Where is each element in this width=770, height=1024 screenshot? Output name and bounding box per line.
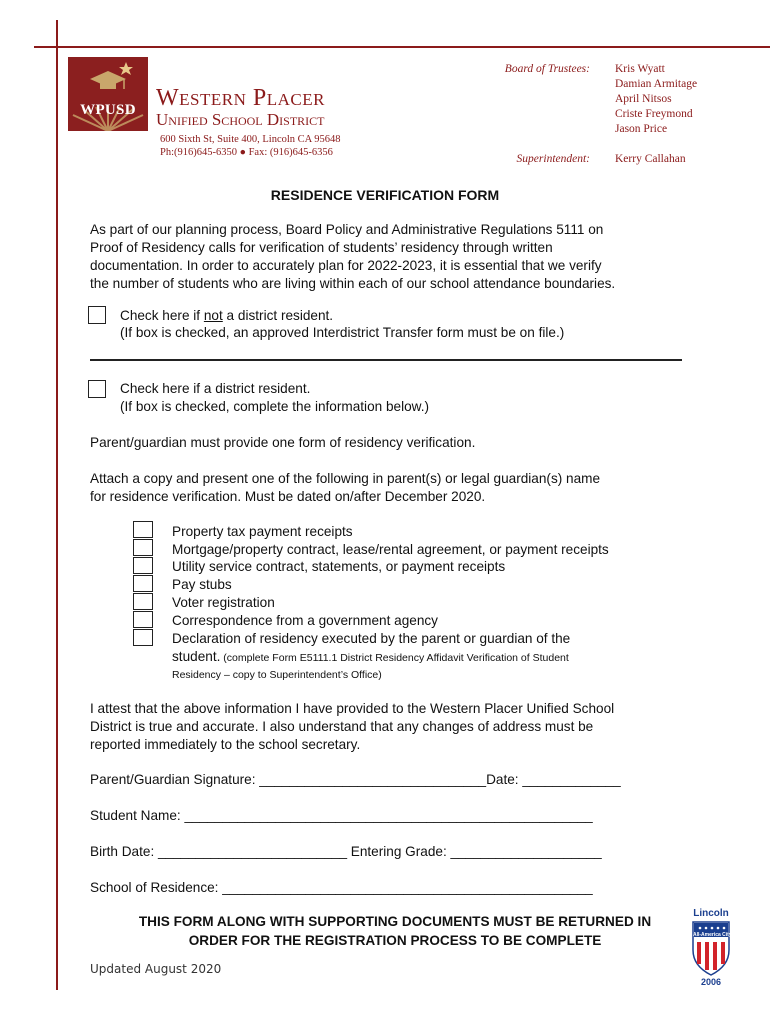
district-name: Western Placer bbox=[156, 85, 325, 111]
badge-middle-text: All-America City bbox=[693, 932, 732, 938]
not-resident-label: Check here if not a district resident. bbox=[120, 308, 334, 323]
option-checkbox-pay-stubs[interactable] bbox=[133, 575, 153, 592]
option-label: Voter registration bbox=[172, 595, 275, 610]
attest-line: I attest that the above information I have provided to the Western Placer Unified School bbox=[90, 701, 615, 716]
attach-instruction: for residence verification. Must be dated on/after December 2020. bbox=[90, 489, 486, 504]
resident-checkbox[interactable] bbox=[88, 380, 106, 398]
option-checkbox-utility[interactable] bbox=[133, 557, 153, 574]
option-checkbox-voter-registration[interactable] bbox=[133, 593, 153, 610]
not-resident-checkbox[interactable] bbox=[88, 306, 106, 324]
option-label: Correspondence from a government agency bbox=[172, 613, 438, 628]
district-subname: Unified School District bbox=[156, 110, 325, 129]
birth-date-grade-field[interactable]: Birth Date: _________________________ Entering Grade: ____________________ bbox=[90, 844, 602, 859]
letterhead-left-rule bbox=[56, 20, 58, 990]
resident-note: (If box is checked, complete the information below.) bbox=[120, 399, 430, 414]
signature-date-field[interactable]: Parent/Guardian Signature: ______________________________Date: _____________ bbox=[90, 772, 621, 787]
form-title: RESIDENCE VERIFICATION FORM bbox=[270, 187, 500, 203]
letterhead-top-rule bbox=[34, 46, 770, 48]
option-checkbox-property-tax[interactable] bbox=[133, 521, 153, 538]
badge-year: 2006 bbox=[700, 977, 722, 987]
trustee-name: Jason Price bbox=[615, 123, 668, 135]
trustee-name: Criste Freymond bbox=[615, 108, 693, 120]
option-label: Pay stubs bbox=[172, 577, 232, 592]
option-label: Property tax payment receipts bbox=[172, 524, 353, 539]
all-america-city-badge bbox=[691, 920, 731, 976]
closing-notice: ORDER FOR THE REGISTRATION PROCESS TO BE COMPLETE bbox=[188, 933, 602, 948]
declaration-note: Residency – copy to Superintendent’s Office) bbox=[172, 669, 382, 681]
superintendent-label: Superintendent: bbox=[516, 153, 590, 165]
section-divider bbox=[90, 359, 682, 361]
closing-notice: THIS FORM ALONG WITH SUPPORTING DOCUMENTS MUST BE RETURNED IN bbox=[138, 914, 652, 929]
intro-line: As part of our planning process, Board Policy and Administrative Regulations 5111 on bbox=[90, 222, 604, 237]
district-phone-fax: Ph:(916)645-6350 ● Fax: (916)645-6356 bbox=[160, 147, 333, 158]
logo-text: WPUSD bbox=[80, 102, 136, 118]
option-checkbox-mortgage[interactable] bbox=[133, 539, 153, 556]
board-of-trustees-label: Board of Trustees: bbox=[504, 63, 590, 75]
option-checkbox-declaration[interactable] bbox=[133, 629, 153, 646]
trustee-name: April Nitsos bbox=[615, 93, 672, 105]
superintendent-name: Kerry Callahan bbox=[615, 153, 686, 165]
not-emphasis: not bbox=[203, 308, 223, 323]
attest-line: reported immediately to the school secretary. bbox=[90, 737, 361, 752]
intro-line: the number of students who are living within each of our school attendance boundaries. bbox=[90, 276, 616, 291]
attach-instruction: Attach a copy and present one of the following in parent(s) or legal guardian(s) name bbox=[90, 471, 601, 486]
trustee-name: Kris Wyatt bbox=[615, 63, 665, 75]
option-checkbox-government-correspondence[interactable] bbox=[133, 611, 153, 628]
wpusd-logo bbox=[68, 57, 148, 131]
student-name-field[interactable]: Student Name: ______________________________________________________ bbox=[90, 808, 593, 823]
option-label: Declaration of residency executed by the parent or guardian of the bbox=[172, 631, 571, 646]
resident-label: Check here if a district resident. bbox=[120, 381, 311, 396]
district-address: 600 Sixth St, Suite 400, Lincoln CA 95648 bbox=[160, 134, 341, 145]
attest-line: District is true and accurate. I also understand that any changes of address must be bbox=[90, 719, 594, 734]
updated-date: Updated August 2020 bbox=[90, 962, 222, 976]
option-label: Mortgage/property contract, lease/rental agreement, or payment receipts bbox=[172, 542, 609, 557]
lincoln-badge-title: Lincoln bbox=[693, 908, 729, 919]
declaration-continuation: student. (complete Form E5111.1 District Residency Affidavit Verification of Student bbox=[172, 649, 569, 664]
provide-one-instruction: Parent/guardian must provide one form of residency verification. bbox=[90, 435, 476, 450]
school-of-residence-field[interactable]: School of Residence: _________________________________________________ bbox=[90, 880, 593, 895]
not-resident-note: (If box is checked, an approved Interdistrict Transfer form must be on file.) bbox=[120, 325, 565, 340]
trustee-name: Damian Armitage bbox=[615, 78, 698, 90]
intro-line: documentation. In order to accurately plan for 2022-2023, it is essential that we verify bbox=[90, 258, 602, 273]
intro-line: Proof of Residency calls for verification of students’ residency through written bbox=[90, 240, 553, 255]
option-label: Utility service contract, statements, or payment receipts bbox=[172, 559, 506, 574]
